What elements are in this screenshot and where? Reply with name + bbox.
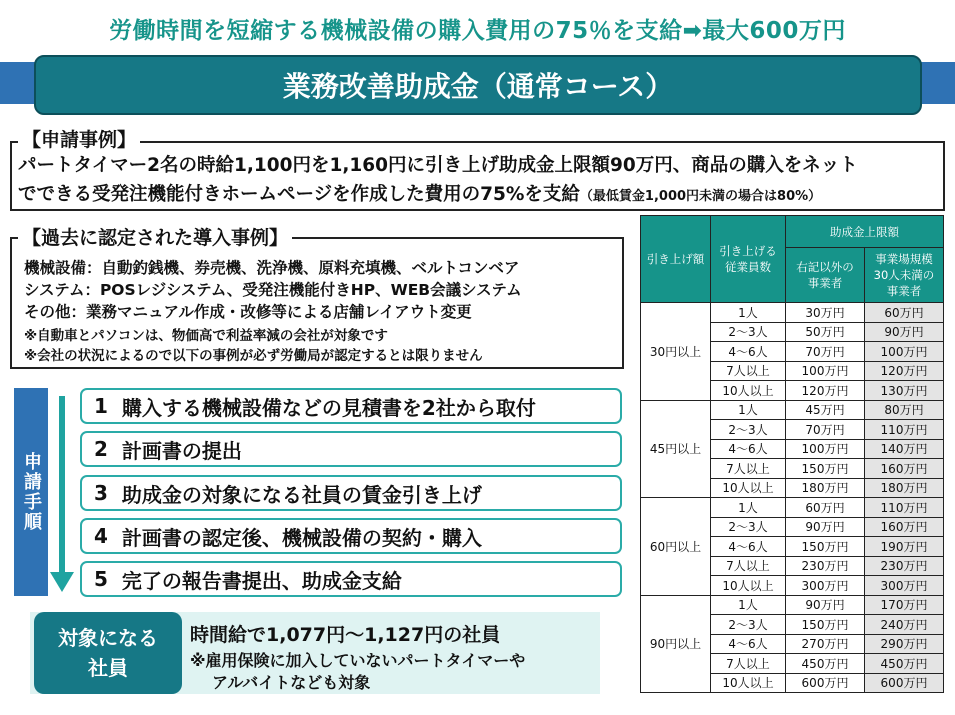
workers-cell: 10人以上 <box>711 381 786 401</box>
workers-cell: 4～6人 <box>711 342 786 362</box>
small-limit-cell: 290万円 <box>865 634 944 654</box>
target-label <box>34 612 182 694</box>
header-small-line-3: 事業者 <box>886 284 922 298</box>
table-row <box>641 498 944 518</box>
target-note-1: ※雇用保険に加入していないパートタイマーや <box>190 651 526 670</box>
other-limit-cell: 100万円 <box>786 439 865 459</box>
small-limit-cell: 160万円 <box>865 517 944 537</box>
workers-cell: 1人 <box>711 498 786 518</box>
past-case-note: ※自動車とパソコンは、物価高で利益率減の会社が対象です <box>24 328 388 344</box>
other-limit-cell: 150万円 <box>786 615 865 635</box>
other-limit-cell: 270万円 <box>786 634 865 654</box>
small-limit-cell: 450万円 <box>865 654 944 674</box>
small-limit-cell: 230万円 <box>865 556 944 576</box>
target-label-line-1: 対象になる <box>58 626 158 650</box>
header-limit: 助成金上限額 <box>786 216 944 248</box>
other-limit-cell: 70万円 <box>786 420 865 440</box>
other-limit-cell: 90万円 <box>786 517 865 537</box>
past-cases-heading: 【過去に認定された導入事例】 <box>18 223 292 250</box>
workers-cell: 7人以上 <box>711 459 786 479</box>
other-limit-cell: 50万円 <box>786 322 865 342</box>
table-row <box>641 400 944 420</box>
step-text: 助成金の対象になる社員の賃金引き上げ <box>121 482 482 507</box>
workers-cell: 7人以上 <box>711 654 786 674</box>
small-limit-cell: 190万円 <box>865 537 944 557</box>
header-small-line-1: 事業場規模 <box>875 252 933 266</box>
step-text: 完了の報告書提出、助成金支給 <box>121 568 402 593</box>
other-limit-cell: 70万円 <box>786 342 865 362</box>
target-label-line-2: 社員 <box>88 656 128 680</box>
other-limit-cell: 45万円 <box>786 400 865 420</box>
small-limit-cell: 80万円 <box>865 400 944 420</box>
page-title <box>34 55 922 115</box>
procedure-step-4 <box>80 518 622 554</box>
other-limit-cell: 230万円 <box>786 556 865 576</box>
step-number: 5 <box>94 567 108 591</box>
workers-cell: 4～6人 <box>711 537 786 557</box>
example-line-1: パートタイマー2名の時給1,100円を1,160円に引き上げ助成金上限額90万円、商品の購入をネット <box>18 155 858 176</box>
step-text: 計画書の提出 <box>121 438 242 463</box>
workers-cell: 10人以上 <box>711 673 786 693</box>
workers-cell: 2～3人 <box>711 322 786 342</box>
header-workers-line-2: 従業員数 <box>725 260 771 274</box>
header-workers-line-1: 引き上げる <box>719 244 777 258</box>
procedure-step-5 <box>80 561 622 597</box>
small-limit-cell: 110万円 <box>865 420 944 440</box>
procedure-step-3 <box>80 475 622 511</box>
workers-cell: 1人 <box>711 595 786 615</box>
example-note: （最低賃金1,000円未満の場合は80%） <box>579 189 822 204</box>
raise-amount-cell: 30円以上 <box>641 303 711 401</box>
past-case-note: ※会社の状況によるので以下の事例が必ず労働局が認定するとは限りません <box>24 348 483 364</box>
step-number: 2 <box>94 437 108 461</box>
step-number: 1 <box>94 394 108 418</box>
target-note-2: アルバイトなども対象 <box>212 673 371 692</box>
workers-cell: 7人以上 <box>711 361 786 381</box>
headline: 労働時間を短縮する機械設備の購入費用の75％を支給➡最大600万円 <box>109 18 846 44</box>
subsidy-amount-table <box>640 215 944 693</box>
small-limit-cell: 90万円 <box>865 322 944 342</box>
workers-cell: 1人 <box>711 400 786 420</box>
small-limit-cell: 140万円 <box>865 439 944 459</box>
workers-cell: 2～3人 <box>711 615 786 635</box>
other-limit-cell: 60万円 <box>786 498 865 518</box>
example-heading: 【申請事例】 <box>18 125 140 152</box>
example-line-2 <box>18 180 821 206</box>
raise-amount-cell: 90円以上 <box>641 595 711 693</box>
small-limit-cell: 100万円 <box>865 342 944 362</box>
small-limit-cell: 60万円 <box>865 303 944 323</box>
page-title-text: 業務改善助成金（通常コース） <box>282 70 674 103</box>
other-limit-cell: 30万円 <box>786 303 865 323</box>
table-row <box>641 595 944 615</box>
step-text: 購入する機械設備などの見積書を2社から取付 <box>121 395 536 420</box>
table-row <box>641 303 944 323</box>
header-small-line-2: 30人未満の <box>873 268 935 282</box>
workers-cell: 7人以上 <box>711 556 786 576</box>
step-number: 3 <box>94 481 108 505</box>
step-number: 4 <box>94 524 108 548</box>
header-raise: 引き上げ額 <box>641 216 711 303</box>
small-limit-cell: 120万円 <box>865 361 944 381</box>
small-limit-cell: 160万円 <box>865 459 944 479</box>
small-limit-cell: 240万円 <box>865 615 944 635</box>
header-workers <box>711 216 786 303</box>
workers-cell: 4～6人 <box>711 439 786 459</box>
workers-cell: 10人以上 <box>711 478 786 498</box>
header-other <box>786 248 865 303</box>
small-limit-cell: 600万円 <box>865 673 944 693</box>
workers-cell: 4～6人 <box>711 634 786 654</box>
table-body <box>641 303 944 693</box>
other-limit-cell: 450万円 <box>786 654 865 674</box>
raise-amount-cell: 60円以上 <box>641 498 711 596</box>
small-limit-cell: 180万円 <box>865 478 944 498</box>
other-limit-cell: 100万円 <box>786 361 865 381</box>
procedure-step-2 <box>80 431 622 467</box>
small-limit-cell: 130万円 <box>865 381 944 401</box>
example-line-2-text: でできる受発注機能付きホームページを作成した費用の75%を支給 <box>18 184 580 205</box>
workers-cell: 1人 <box>711 303 786 323</box>
other-limit-cell: 180万円 <box>786 478 865 498</box>
procedure-arrow <box>59 396 65 574</box>
small-limit-cell: 170万円 <box>865 595 944 615</box>
header-other-line-1: 右記以外の <box>796 260 854 274</box>
other-limit-cell: 150万円 <box>786 537 865 557</box>
workers-cell: 2～3人 <box>711 420 786 440</box>
other-limit-cell: 90万円 <box>786 595 865 615</box>
other-limit-cell: 600万円 <box>786 673 865 693</box>
workers-cell: 10人以上 <box>711 576 786 596</box>
past-case-line: その他：業務マニュアル作成・改修等による店舗レイアウト変更 <box>24 303 472 321</box>
past-case-line: システム：POSレジシステム、受発注機能付きHP、WEB会議システム <box>24 281 522 299</box>
other-limit-cell: 120万円 <box>786 381 865 401</box>
other-limit-cell: 150万円 <box>786 459 865 479</box>
header-small <box>865 248 944 303</box>
procedure-label: 申請手順 <box>14 388 48 596</box>
small-limit-cell: 110万円 <box>865 498 944 518</box>
procedure-step-1 <box>80 388 622 424</box>
procedure-arrow-head <box>50 572 74 592</box>
past-case-line: 機械設備：自動釣銭機、券売機、洗浄機、原料充填機、ベルトコンベア <box>24 259 520 277</box>
header-other-line-2: 事業者 <box>807 276 843 290</box>
target-main-text: 時間給で1,077円～1,127円の社員 <box>190 624 501 646</box>
other-limit-cell: 300万円 <box>786 576 865 596</box>
raise-amount-cell: 45円以上 <box>641 400 711 498</box>
workers-cell: 2～3人 <box>711 517 786 537</box>
step-text: 計画書の認定後、機械設備の契約・購入 <box>121 525 482 550</box>
small-limit-cell: 300万円 <box>865 576 944 596</box>
